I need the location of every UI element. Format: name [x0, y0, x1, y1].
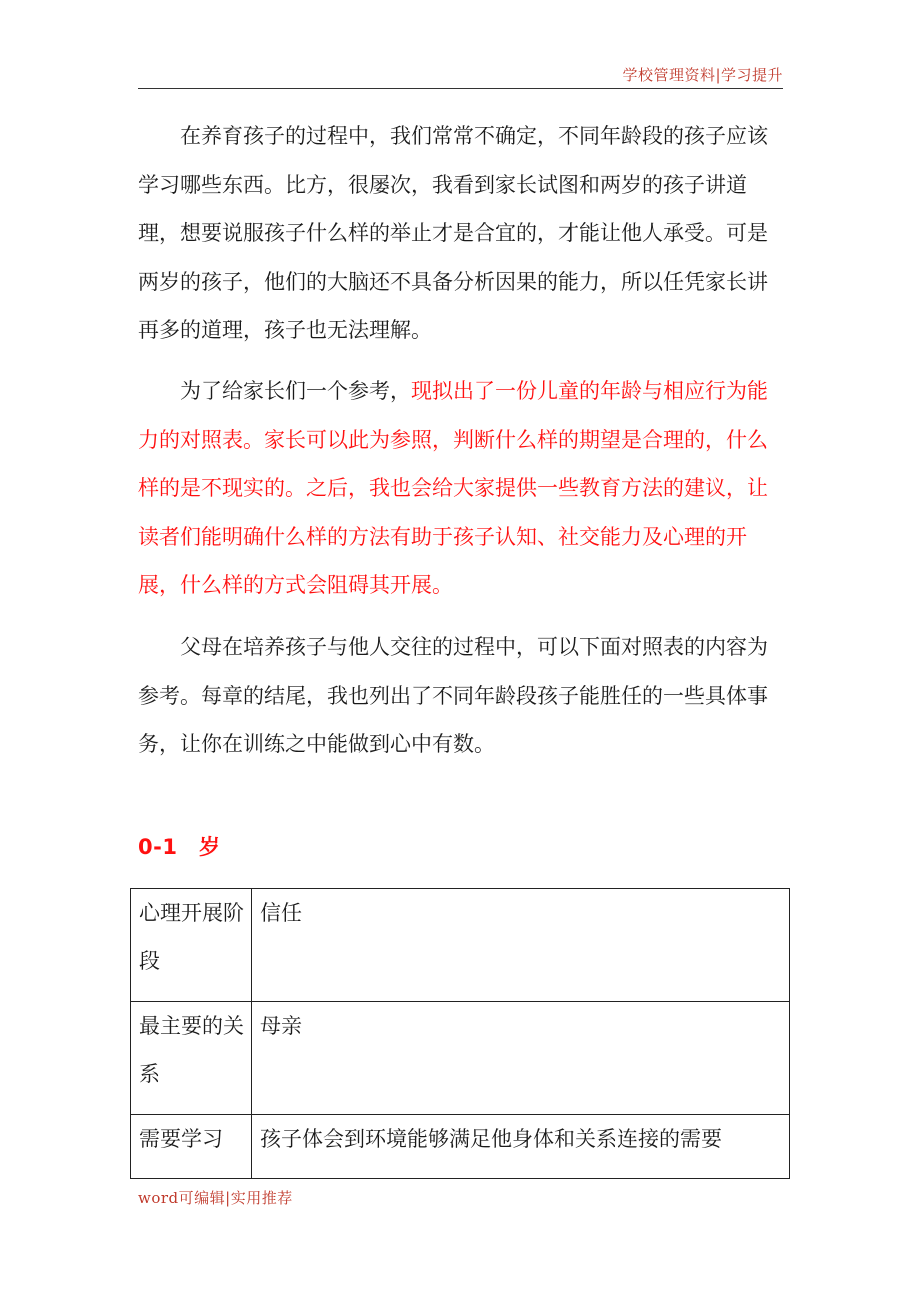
table-value-cell: 信任 [252, 889, 790, 1002]
age-behavior-table [130, 888, 790, 1179]
table-label-cell: 最主要的关系 [131, 1002, 252, 1115]
page-footer: word可编辑|实用推荐 [138, 1189, 293, 1207]
table-row [131, 1115, 790, 1179]
paragraph-2 [138, 367, 788, 610]
table-label-cell: 心理开展阶段 [131, 889, 252, 1002]
section-title: 0-1 岁 [138, 835, 221, 859]
table-row [131, 889, 790, 1002]
paragraph-3: 父母在培养孩子与他人交往的过程中，可以下面对照表的内容为参考。每章的结尾，我也列出了不同年龄段孩子能胜任的一些具体事务，让你在训练之中能做到心中有数。 [138, 635, 768, 756]
page-header [138, 64, 783, 89]
table-value-cell: 母亲 [252, 1002, 790, 1115]
table-label-cell: 需要学习 [131, 1115, 252, 1179]
header-text: 学校管理资料|学习提升 [622, 66, 783, 84]
paragraph-2-highlight: 现拟出了一份儿童的年龄与相应行为能力的对照表。家长可以此为参照，判断什么样的期望是合理的，什么样的是不现实的。之后，我也会给大家提供一些教育方法的建议，让读者们能明确什么样的方法有助于孩子认知、社交能力及心理的开展，什么样的方式会阻碍其开展。 [138, 379, 768, 597]
paragraph-2-plain: 为了给家长们一个参考， [180, 379, 411, 403]
table-value-cell: 孩子体会到环境能够满足他身体和关系连接的需要 [252, 1115, 790, 1179]
paragraph-1: 在养育孩子的过程中，我们常常不确定，不同年龄段的孩子应该学习哪些东西。比方，很屡次，我看到家长试图和两岁的孩子讲道理，想要说服孩子什么样的举止才是合宜的，才能让他人承受。可是两岁的孩子，他们的大脑还不具备分析因果的能力，所以任凭家长讲再多的道理，孩子也无法理解。 [138, 124, 768, 342]
table-row [131, 1002, 790, 1115]
